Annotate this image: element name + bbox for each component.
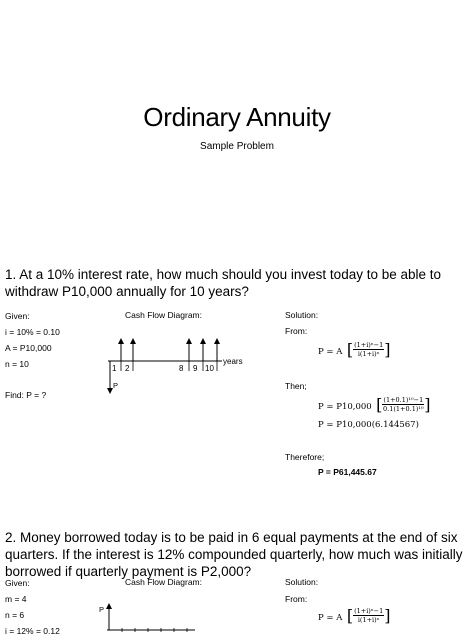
problem-2-question: 2. Money borrowed today is to be paid in 6 equal payments at the end of six quarters. If the interest is 12% compounded quarterly, how much was initially borrowed if quarterly payment is P2,000?	[5, 530, 463, 579]
problem-2-given-n: n = 6	[5, 610, 25, 620]
problem-2-given-m: m = 4	[5, 594, 27, 604]
problem-2-given-i: i = 12% = 0.12	[5, 626, 60, 636]
problem-1-find: Find: P = ?	[5, 390, 47, 400]
problem-1-substitution: P = P10,000 [ $\frac{\text{(1+0.1)¹⁰−1}}{\text{0.1(1+0.1)¹⁰}}$ ]	[318, 394, 431, 414]
page-subtitle: Sample Problem	[200, 141, 274, 152]
problem-1-given-label: Given:	[5, 311, 30, 321]
problem-1-then-label: Then;	[285, 381, 307, 391]
tick-label: 2	[125, 364, 130, 373]
problem-2-cash-flow-diagram	[95, 600, 205, 632]
problem-1-given-i: i = 10% = 0.10	[5, 327, 60, 337]
tick-label: 9	[193, 364, 198, 373]
problem-2-given-label: Given:	[5, 578, 30, 588]
problem-1-given-a: A = P10,000	[5, 343, 52, 353]
problem-2-diagram-label: Cash Flow Diagram:	[125, 577, 202, 587]
problem-1-formula: P = A [ $\frac{\text{(1+i)ⁿ−1}}{\text{i(1+i)ⁿ}}$ ]	[318, 339, 391, 359]
problem-1-solution-label: Solution:	[285, 310, 319, 320]
timeline-unit: years	[223, 357, 243, 366]
problem-2-from-label: From:	[285, 594, 308, 604]
problem-1-answer: P = P61,445.67	[318, 467, 377, 477]
problem-1-result-line: P = P10,000(6.144567)	[318, 420, 419, 430]
problem-1-question: 1. At a 10% interest rate, how much should you invest today to be able to withdraw P10,000 annually for 10 years?	[5, 267, 442, 299]
present-value-label: P	[113, 381, 119, 390]
tick-label: 10	[205, 364, 214, 373]
present-value-label: P	[99, 605, 105, 614]
tick-label: 8	[179, 364, 184, 373]
page-title: Ordinary Annuity	[143, 102, 331, 132]
problem-2-formula: P = A [ $\frac{\text{(1+i)ⁿ−1}}{\text{i(1+i)ⁿ}}$ ]	[318, 605, 391, 625]
problem-1-therefore-label: Therefore;	[285, 452, 325, 462]
problem-1-from-label: From:	[285, 326, 308, 336]
problem-1-diagram-label: Cash Flow Diagram:	[125, 310, 202, 320]
tick-label: 1	[112, 364, 117, 373]
problem-2-solution-label: Solution:	[285, 577, 319, 587]
problem-1-cash-flow-diagram	[100, 336, 260, 398]
problem-1-given-n: n = 10	[5, 359, 29, 369]
